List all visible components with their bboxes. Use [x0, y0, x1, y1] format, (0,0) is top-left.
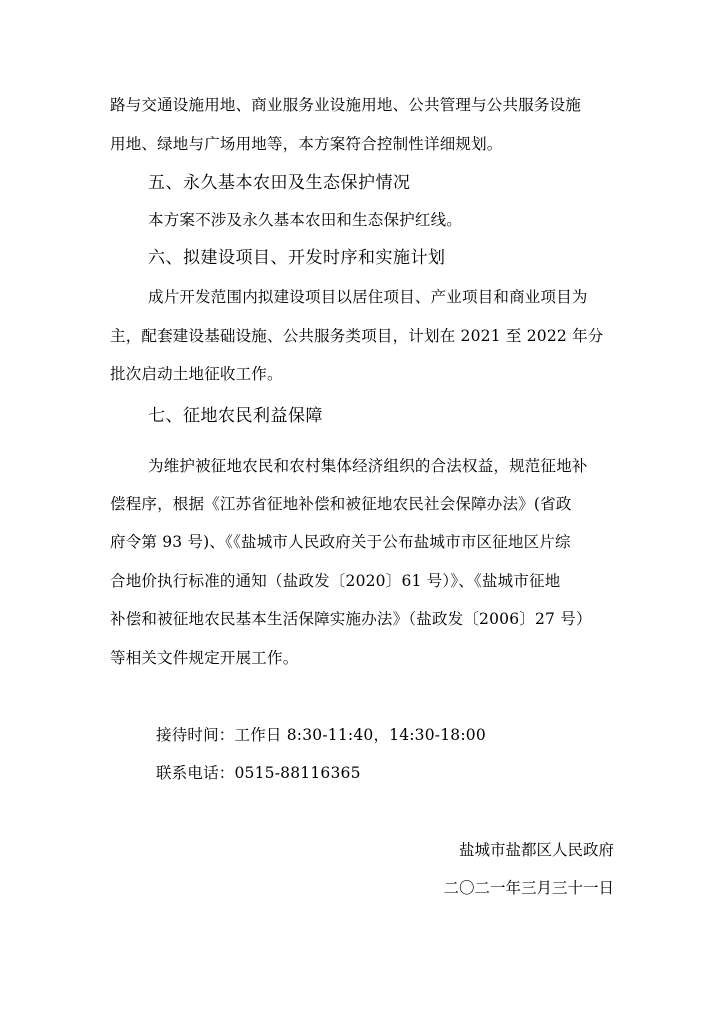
paragraph-line: 用地、绿地与广场用地等，本方案符合控制性详细规划。	[110, 135, 503, 153]
paragraph-line: 合地价执行标准的通知（盐政发〔2020〕61 号）》、《盐城市征地	[110, 572, 561, 590]
section-heading-6: 六、拟建设项目、开发时序和实施计划	[148, 248, 446, 268]
section-heading-5: 五、永久基本农田及生态保护情况	[148, 173, 411, 193]
paragraph-line: 成片开发范围内拟建设项目以居住项目、产业项目和商业项目为	[148, 288, 588, 306]
signature-date: 二〇二一年三月三十一日	[443, 879, 614, 897]
paragraph-line: 补偿和被征地农民基本生活保障实施办法》（盐政发〔2006〕27 号）	[110, 610, 592, 628]
contact-hours: 接待时间：工作日 8:30-11:40，14:30-18:00	[156, 726, 486, 744]
paragraph-line: 批次启动土地征收工作。	[110, 365, 283, 383]
paragraph-line: 本方案不涉及永久基本农田和生态保护红线。	[148, 211, 463, 229]
paragraph-line: 府令第 93 号)、《《盐城市人民政府关于公布盐城市市区征地区片综	[110, 533, 571, 551]
paragraph-line: 偿程序，根据《江苏省征地补偿和被征地农民社会保障办法》(省政	[110, 495, 572, 513]
paragraph-line: 主，配套建设基础设施、公共服务类项目，计划在 2021 至 2022 年分	[110, 327, 604, 345]
section-heading-7: 七、征地农民利益保障	[148, 406, 323, 426]
paragraph-line: 路与交通设施用地、商业服务业设施用地、公共管理与公共服务设施	[110, 96, 582, 114]
contact-phone: 联系电话：0515-88116365	[156, 764, 361, 782]
paragraph-line: 为维护被征地农民和农村集体经济组织的合法权益，规范征地补	[148, 457, 588, 475]
paragraph-line: 等相关文件规定开展工作。	[110, 649, 299, 667]
signature-organization: 盐城市盐都区人民政府	[458, 841, 614, 859]
